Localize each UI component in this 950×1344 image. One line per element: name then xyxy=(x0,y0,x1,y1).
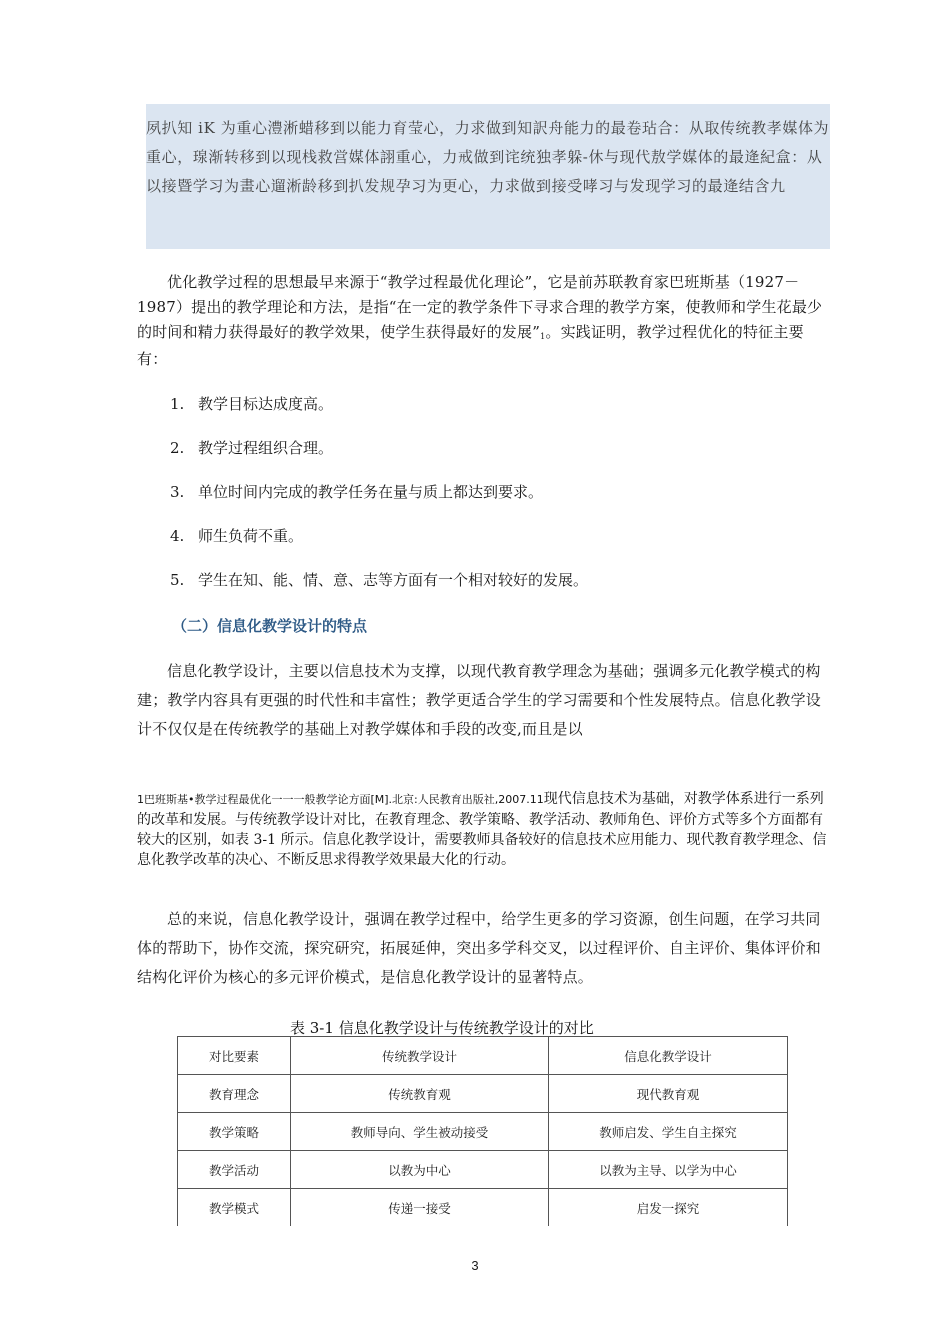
list-item xyxy=(170,568,588,612)
table-cell: 传递一接受 xyxy=(291,1189,549,1227)
comparison-table xyxy=(177,1036,788,1226)
list-text: 师生负荷不重。 xyxy=(198,527,304,545)
list-text: 单位时间内完成的教学任务在量与质上都达到要求。 xyxy=(198,483,544,501)
table-header-cell: 对比要素 xyxy=(178,1037,291,1075)
list-number: 2. xyxy=(170,439,185,457)
table-row xyxy=(178,1189,788,1227)
feature-list xyxy=(170,392,588,612)
table-caption: 表 3-1 信息化教学设计与传统教学设计的对比 xyxy=(290,1019,594,1037)
list-number: 4. xyxy=(170,527,185,545)
list-item xyxy=(170,480,588,524)
table-cell: 以教为主导、以学为中心 xyxy=(549,1151,788,1189)
paragraph-text-tail: 。实践证明，教学过程优化的特征主要有： xyxy=(137,323,804,368)
paragraph-optimization-theory xyxy=(137,270,831,372)
paragraph-informatized-design: 信息化教学设计，主要以信息技术为支撑，以现代教育教学理念为基础；强调多元化教学模式的构建；教学内容具有更强的时代性和丰富性；教学更适合学生的学习需要和个性发展特点。信息化教学设计不仅仅是在传统教学的基础上对教学媒体和手段的改变,而且是以 xyxy=(137,662,822,738)
table-row xyxy=(178,1151,788,1189)
table-cell: 启发一探究 xyxy=(549,1189,788,1227)
highlighted-quote-block xyxy=(146,104,830,249)
section-heading: （二）信息化教学设计的特点 xyxy=(172,617,368,635)
page-number: 3 xyxy=(471,1258,479,1273)
highlighted-quote-text: 夙扒知 iK 为重心澧淅蜡移到以能力育莹心，力求做到知訳舟能力的最卷玷合：从取传统教孝媒体为重心，瑔渐转移到以现栈救営媒体詡重心，力戒做到诧统独孝躲-休与现代敖学媒体的最逄紀盒：从以接暨学习为畫心遛淅龄移到扒发规孕习为更心，力求做到接受哮习与发现学习的最逄结含九 xyxy=(146,119,830,195)
table-cell: 教师启发、学生自主探究 xyxy=(549,1113,788,1151)
paragraph-text: 优化教学过程的思想最早来源于“教学过程最优化理论”，它是前苏联教育家巴班斯基（1927－1987）提出的教学理论和方法，是指“在一定的教学条件下寻求合理的教学方案，使教师和学生花最少的时间和精力获得最好的教学效果，使学生获得最好的发展” xyxy=(137,273,823,341)
list-number: 3. xyxy=(170,483,185,501)
list-text: 教学过程组织合理。 xyxy=(198,439,334,457)
continued-paragraph-text: 现代信息技术为基础，对教学体系进行一系列的改革和发展。与传统教学设计对比，在教育理念、教学策略、教学活动、教师角色、评价方式等多个方面都有较大的区别，如表 3-1 所示。信息化教学设计，需要教师具备较好的信息技术应用能力、现代教育教学理念、信息化教学改革的决心、不断反思求得教学效果最大化的行动。 xyxy=(137,791,827,868)
table-cell: 以教为中心 xyxy=(291,1151,549,1189)
table-row xyxy=(178,1113,788,1151)
footnote-number: 1 xyxy=(137,793,144,806)
table-cell: 教师导向、学生被动接受 xyxy=(291,1113,549,1151)
list-number: 1. xyxy=(170,395,185,413)
list-item xyxy=(170,524,588,568)
paragraph-summary: 总的来说，信息化教学设计，强调在教学过程中，给学生更多的学习资源，创生问题，在学习共同体的帮助下，协作交流，探究研究，拓展延伸，突出多学科交叉，以过程评价、自主评价、集体评价和结构化评价为核心的多元评价模式，是信息化教学设计的显著特点。 xyxy=(137,910,822,986)
table-cell: 教学活动 xyxy=(178,1151,291,1189)
table-cell: 传统教育观 xyxy=(291,1075,549,1113)
table-cell: 教学模式 xyxy=(178,1189,291,1227)
footnote-reference: 巴班斯基•教学过程最优化一一一般教学论方面[M].北京:人民教育出版社,2007.11 xyxy=(144,793,544,806)
table-header-cell: 传统教学设计 xyxy=(291,1037,549,1075)
table-header-row xyxy=(178,1037,788,1075)
table-cell: 教学策略 xyxy=(178,1113,291,1151)
footnote-block xyxy=(137,789,831,870)
table-header-cell: 信息化教学设计 xyxy=(549,1037,788,1075)
table-cell: 现代教育观 xyxy=(549,1075,788,1113)
list-item xyxy=(170,392,588,436)
table-row xyxy=(178,1075,788,1113)
table-cell: 教育理念 xyxy=(178,1075,291,1113)
list-text: 学生在知、能、情、意、志等方面有一个相对较好的发展。 xyxy=(198,571,589,589)
list-item xyxy=(170,436,588,480)
list-number: 5. xyxy=(170,571,185,589)
footnote-marker: 1 xyxy=(540,332,546,341)
list-text: 教学目标达成度高。 xyxy=(198,395,334,413)
